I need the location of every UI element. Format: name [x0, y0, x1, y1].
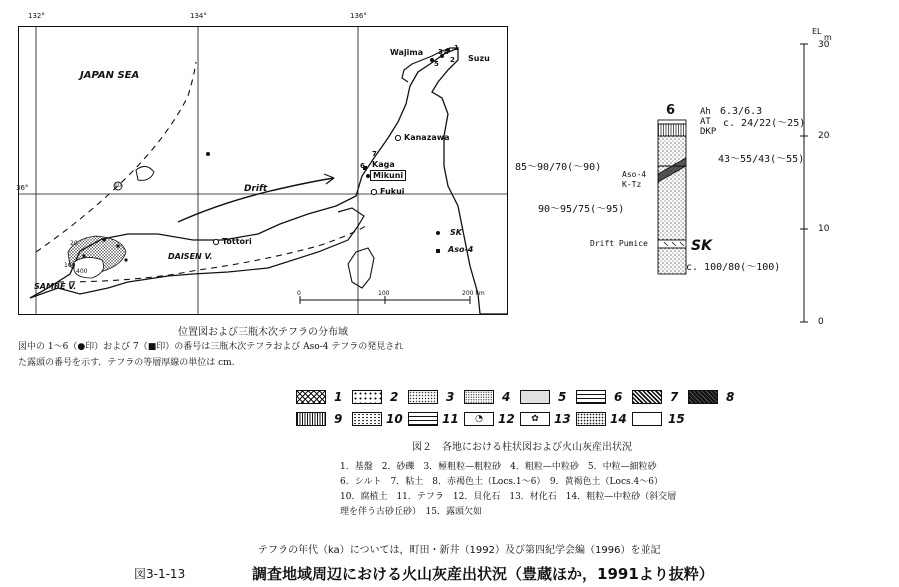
location-map: [16, 12, 508, 316]
isopach-label-400: 400: [76, 268, 88, 275]
legend-label-2: 2: [390, 390, 399, 404]
legend-label-9: 9: [334, 412, 343, 426]
site-number-3: 3: [438, 48, 443, 56]
legend-swatch-15: [632, 412, 662, 426]
place-kaga: Kaga: [372, 160, 395, 169]
legend-swatch-3: [408, 390, 438, 404]
dating-note: テフラの年代（ka）については，町田・新井（1992）及び第四紀学会編（1996）を並記: [258, 545, 661, 556]
layer-dkp: DKP: [700, 127, 717, 137]
lon-tick-134: 134°: [190, 12, 207, 20]
legend-label-6: 6: [614, 390, 623, 404]
layer-ah-age: 6.3/6.3: [720, 106, 763, 117]
figure2-line4: 理を伴う古砂丘砂） 15．露頭欠如: [340, 507, 482, 517]
legend-label-13: 13: [554, 412, 571, 426]
legend-label-4: 4: [502, 390, 511, 404]
legend-swatch-1: [296, 390, 326, 404]
legend-swatch-10: [352, 412, 382, 426]
figure-label: 図3-1-13: [134, 567, 186, 581]
column-svg: [650, 118, 690, 278]
place-mikuni: Mikuni: [370, 170, 406, 181]
place-kanazawa: Kanazawa: [404, 133, 450, 142]
lon-tick-132: 132°: [28, 12, 45, 20]
stratigraphic-column: [650, 118, 690, 278]
legend-label-1: 1: [334, 390, 343, 404]
legend-aso-label: Aso-4: [448, 245, 474, 254]
legend-swatch-7: [632, 390, 662, 404]
map-caption-title: 位置図および三瓶木次テフラの分布域: [178, 327, 348, 338]
legend-swatch-12: [464, 412, 494, 426]
figure2-line1: 1．基盤 2．砂礫 3．極粗粒—粗粒砂 4．粗粒—中粒砂 5．中粒—細粒砂: [340, 462, 657, 472]
scale-100: 100: [378, 290, 390, 297]
figure2-line3: 10．腐植土 11．テフラ 12．貝化石 13．材化石 14．粗粒—中粒砂（斜交層: [340, 492, 677, 502]
figure2-line2: 6．シルト 7．粘土 8．赤褐色土（Locs.1～6） 9．黄褐色土（Locs.4～6）: [340, 477, 663, 487]
place-fukui: Fukui: [380, 187, 405, 196]
figure2-title: 図２ 各地における柱状図および火山灰産出状況: [412, 442, 632, 453]
site-number-2: 2: [450, 56, 455, 64]
legend-swatch-9: [296, 412, 326, 426]
legend-label-5: 5: [558, 390, 567, 404]
figure-title: 調査地域周辺における火山灰産出状況（豊蔵ほか，1991より抜粋）: [252, 565, 714, 583]
lat-tick-36: 36°: [16, 184, 29, 192]
legend-label-14: 14: [610, 412, 627, 426]
legend-swatch-5: [520, 390, 550, 404]
age-left1: 85～90/70(～90): [515, 162, 602, 173]
legend-swatch-4: [464, 390, 494, 404]
place-daisen: DAISEN V.: [168, 252, 213, 261]
map-caption-line2: た露頭の番号を示す．テフラの等層厚線の単位は cm.: [18, 358, 235, 368]
legend-swatch-11: [408, 412, 438, 426]
site-dot: [206, 152, 210, 156]
axis-m-label: m: [824, 33, 832, 42]
legend-label-15: 15: [668, 412, 685, 426]
place-wajima: Wajima: [390, 48, 424, 57]
wood-fossil-icon: ✿: [531, 414, 539, 424]
age-top: c. 24/22(～25): [723, 118, 806, 129]
isopach-10: [36, 62, 196, 252]
legend-label-7: 7: [670, 390, 679, 404]
scale-200: 200 km: [462, 290, 485, 297]
legend-swatch-6: [576, 390, 606, 404]
legend-sk-label: SK: [450, 228, 462, 237]
map-caption-line1: 図中の 1～6（●印）および 7（■印）の番号は三瓶木次テフラおよび Aso-4 テフラの発見され: [18, 342, 404, 352]
isopach-label-10: 10: [114, 182, 122, 189]
layer-at: AT: [700, 117, 711, 127]
site-number-6: 6: [360, 162, 365, 170]
layer-sk: SK: [691, 238, 712, 254]
layer-ktz: K-Tz: [622, 180, 642, 189]
legend-swatch-8: [688, 390, 718, 404]
axis-tick-20: 20: [818, 131, 830, 141]
place-sambe: SAMBE V.: [34, 282, 77, 291]
place-suzu: Suzu: [468, 54, 490, 63]
drift-label: Drift: [244, 184, 268, 194]
legend-label-10: 10: [386, 412, 403, 426]
column-number: 6: [666, 103, 676, 118]
isopach-label-20: 20: [70, 240, 78, 247]
isopach-label-100: 100: [64, 262, 76, 269]
legend-sk-dot: [436, 231, 440, 235]
age-left2: 90～95/75(～95): [538, 204, 625, 215]
legend-label-12: 12: [498, 412, 515, 426]
layer-ah: Ah: [700, 107, 711, 117]
legend-swatch-13: [520, 412, 550, 426]
legend-label-8: 8: [726, 390, 735, 404]
sea-label: JAPAN SEA: [80, 70, 140, 81]
layer-aso4: Aso-4: [622, 170, 647, 179]
site-number-1: 1: [454, 44, 459, 52]
lon-tick-136: 136°: [350, 12, 367, 20]
oki-island: [136, 166, 154, 180]
awaji-island: [348, 248, 374, 288]
axis-tick-0: 0: [818, 317, 824, 327]
place-tottori: Tottori: [222, 237, 252, 246]
legend-label-3: 3: [446, 390, 455, 404]
age-bottom: c. 100/80(～100): [686, 262, 781, 273]
legend-swatch-14: [576, 412, 606, 426]
age-mid: 43～55/43(～55): [718, 154, 805, 165]
site-number-5: 5: [434, 60, 439, 68]
elevation-axis: [796, 40, 846, 330]
axis-tick-10: 10: [818, 224, 830, 234]
layer-drift-pumice: Drift Pumice: [590, 239, 648, 248]
shell-fossil-icon: ◔: [475, 414, 483, 424]
site-number-7: 7: [372, 150, 377, 158]
legend-label-11: 11: [442, 412, 459, 426]
axis-tick-30: 30: [818, 40, 830, 50]
site-number-4: 4: [444, 48, 449, 56]
legend: [296, 390, 756, 430]
scale-0: 0: [297, 290, 301, 297]
legend-swatch-2: [352, 390, 382, 404]
legend-aso-square: [436, 249, 440, 253]
axis-el-label: EL: [812, 27, 822, 36]
